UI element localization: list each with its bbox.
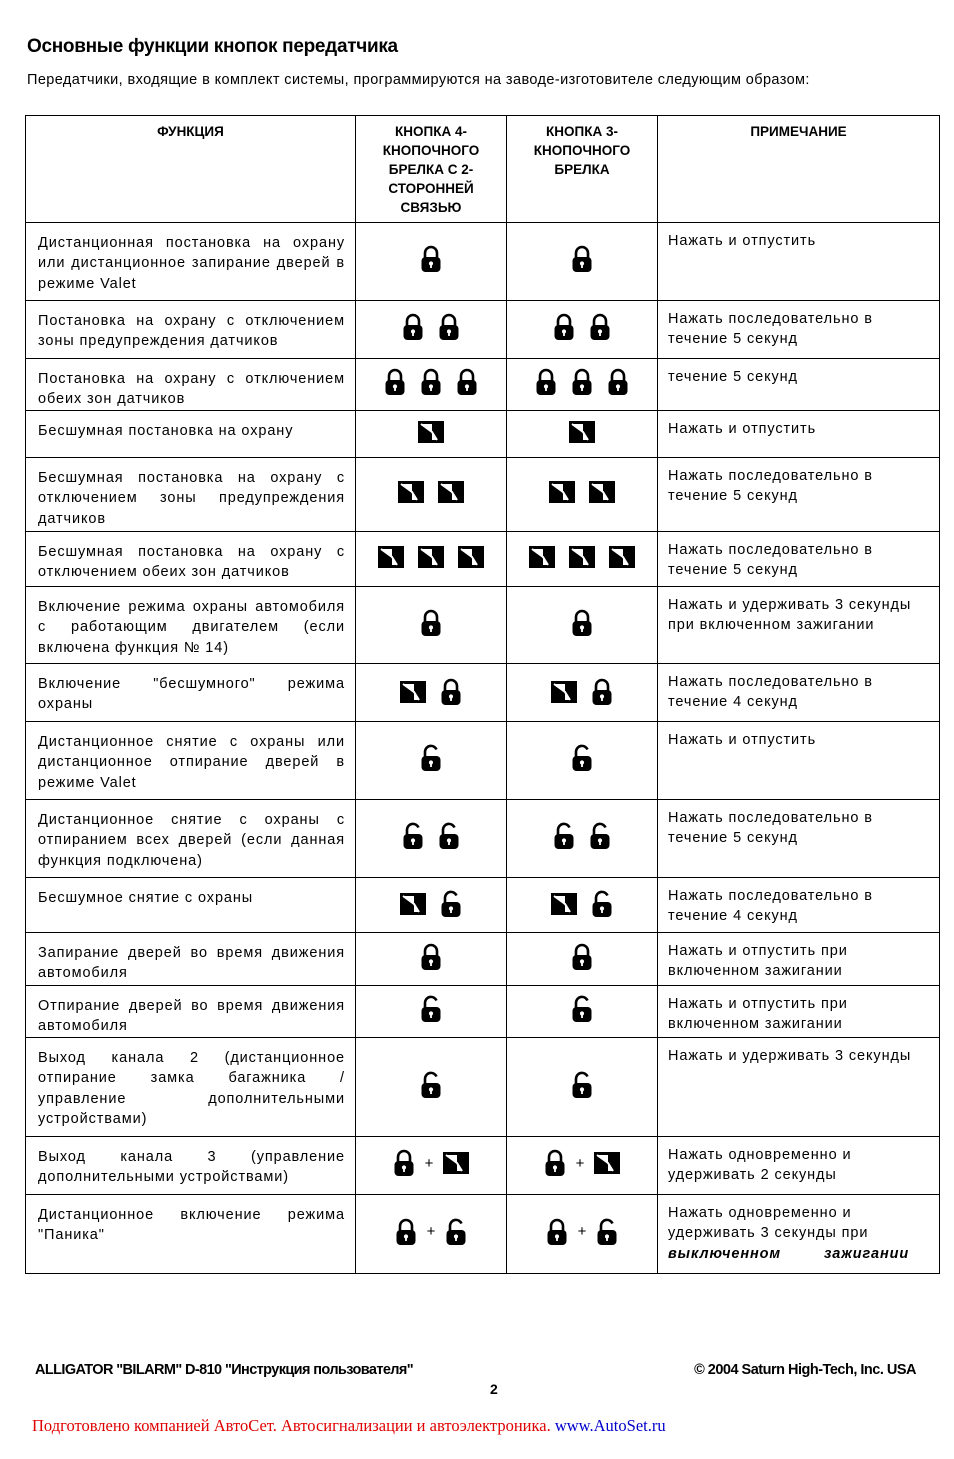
button4-cell (356, 933, 507, 986)
table-row (26, 458, 940, 532)
note-cell (658, 986, 940, 1038)
button3-cell (507, 722, 658, 800)
note-text: Нажать последовательно в течение 4 секунд (668, 888, 873, 925)
button4-cell (356, 800, 507, 878)
table-row (26, 587, 940, 664)
button4-icons (402, 822, 460, 850)
lock-icon (591, 678, 613, 706)
button4-icons (395, 1218, 468, 1246)
note-text: Нажать последовательно в течение 5 секунд (668, 542, 873, 579)
note-cell (658, 878, 940, 933)
lock-icon (544, 1149, 566, 1177)
function-cell: Бесшумная постановка на охрану с отключением обеих зон датчиков (26, 532, 356, 587)
note-text: Нажать и отпустить при включенном зажигании (668, 943, 848, 980)
lock-icon (420, 245, 442, 273)
note-cell (658, 1038, 940, 1137)
footer-manual-title: ALLIGATOR "BILARM" D-810 "Инструкция пользователя" (35, 1362, 414, 1378)
mute-icon (551, 893, 577, 915)
button3-icons (571, 1071, 593, 1099)
button3-cell (507, 933, 658, 986)
lock-icon (589, 313, 611, 341)
lock-icon (571, 245, 593, 273)
button3-cell (507, 664, 658, 722)
note-cell (658, 532, 940, 587)
button3-icons (535, 368, 629, 396)
note-cell (658, 223, 940, 301)
mute-icon (529, 546, 555, 568)
lock-icon (420, 943, 442, 971)
button3-cell (507, 1137, 658, 1195)
functions-table (25, 115, 940, 1274)
lock-icon (393, 1149, 415, 1177)
button3-cell (507, 1195, 658, 1274)
unlock-icon (420, 1071, 442, 1099)
unlock-icon (420, 744, 442, 772)
note-cell (658, 800, 940, 878)
button3-icons (529, 546, 635, 568)
button4-icons (378, 546, 484, 568)
note-text: Нажать и удерживать 3 секунды (668, 1048, 912, 1064)
function-cell: Отпирание дверей во время движения автомобиля (26, 986, 356, 1038)
button3-icons (569, 421, 595, 443)
button4-icons (420, 995, 442, 1023)
button4-cell (356, 587, 507, 664)
intro-paragraph: Передатчики, входящие в комплект системы, программируются на заводе-изготовителе следующим образом: (27, 72, 810, 88)
lock-icon (571, 368, 593, 396)
note-text: Нажать последовательно в течение 5 секунд (668, 468, 873, 505)
plus-sign: + (575, 1154, 585, 1172)
note-cell (658, 458, 940, 532)
function-cell: Постановка на охрану с отключением обеих зон датчиков (26, 359, 356, 411)
button4-icons (398, 481, 464, 503)
function-cell: Выход канала 3 (управление дополнительными устройствами) (26, 1137, 356, 1195)
button3-icons (544, 1149, 621, 1177)
button3-cell (507, 532, 658, 587)
button4-cell (356, 722, 507, 800)
button3-icons (571, 744, 593, 772)
button4-cell (356, 223, 507, 301)
mute-icon (458, 546, 484, 568)
unlock-icon (591, 890, 613, 918)
table-row (26, 301, 940, 359)
mute-icon (438, 481, 464, 503)
lock-icon (440, 678, 462, 706)
function-cell: Бесшумная постановка на охрану (26, 411, 356, 458)
page-number: 2 (490, 1381, 498, 1397)
lock-icon (420, 368, 442, 396)
function-cell: Включение режима охраны автомобиля с работающим двигателем (если включена функция № 14) (26, 587, 356, 664)
button4-icons (400, 678, 462, 706)
mute-icon (398, 481, 424, 503)
mute-icon (589, 481, 615, 503)
note-text: Нажать и удерживать 3 секунды при включенном зажигании (668, 597, 912, 634)
note-text: Нажать и отпустить (668, 421, 817, 437)
button3-icons (571, 943, 593, 971)
table-row (26, 1195, 940, 1274)
button4-cell (356, 664, 507, 722)
note-cell (658, 1195, 940, 1274)
table-row (26, 359, 940, 411)
button4-icons (418, 421, 444, 443)
plus-sign: + (424, 1154, 434, 1172)
button4-icons (393, 1149, 470, 1177)
button4-icons (420, 1071, 442, 1099)
mute-icon (418, 421, 444, 443)
table-header-row (26, 116, 940, 223)
button3-cell (507, 223, 658, 301)
lock-icon (395, 1218, 417, 1246)
button4-icons (420, 943, 442, 971)
credit-link[interactable]: www.AutoSet.ru (554, 1416, 666, 1435)
button4-cell (356, 532, 507, 587)
note-text: Нажать последовательно в течение 5 секунд (668, 311, 873, 348)
function-cell: Бесшумное снятие с охраны (26, 878, 356, 933)
unlock-icon (402, 822, 424, 850)
button3-cell (507, 1038, 658, 1137)
table-row (26, 664, 940, 722)
function-cell: Выход канала 2 (дистанционное отпирание замка багажника / управление дополнительными устройствами) (26, 1038, 356, 1137)
unlock-icon (553, 822, 575, 850)
button3-icons (553, 822, 611, 850)
note-text: течение 5 секунд (668, 369, 798, 385)
button3-icons (551, 678, 613, 706)
button4-cell (356, 1137, 507, 1195)
header-button-4: КНОПКА 4-КНОПОЧНОГО БРЕЛКА С 2-СТОРОННЕЙ СВЯЗЬЮ (356, 116, 507, 223)
table-row (26, 532, 940, 587)
note-cell (658, 664, 940, 722)
unlock-icon (420, 995, 442, 1023)
function-cell: Постановка на охрану с отключением зоны предупреждения датчиков (26, 301, 356, 359)
note-cell (658, 933, 940, 986)
button3-icons (553, 313, 611, 341)
button3-icons (571, 995, 593, 1023)
lock-icon (456, 368, 478, 396)
button4-icons (400, 890, 462, 918)
note-text: Нажать и отпустить (668, 233, 817, 249)
mute-icon (569, 421, 595, 443)
unlock-icon (440, 890, 462, 918)
footer-copyright: © 2004 Saturn High-Tech, Inc. USA (694, 1362, 916, 1378)
button4-cell (356, 411, 507, 458)
header-function: ФУНКЦИЯ (26, 116, 356, 223)
note-emphasis: выключенном зажигании (668, 1245, 910, 1262)
lock-icon (384, 368, 406, 396)
lock-icon (420, 609, 442, 637)
note-cell (658, 722, 940, 800)
unlock-icon (571, 995, 593, 1023)
button4-cell (356, 359, 507, 411)
button3-cell (507, 587, 658, 664)
button4-icons (420, 744, 442, 772)
button4-icons (420, 609, 442, 637)
note-text: Нажать последовательно в течение 4 секунд (668, 674, 873, 711)
button4-cell (356, 1195, 507, 1274)
note-cell (658, 411, 940, 458)
lock-icon (553, 313, 575, 341)
note-cell (658, 301, 940, 359)
note-cell (658, 1137, 940, 1195)
mute-icon (378, 546, 404, 568)
button3-cell (507, 986, 658, 1038)
note-text: Нажать и отпустить при включенном зажигании (668, 996, 848, 1033)
function-cell: Дистанционное включение режима "Паника" (26, 1195, 356, 1274)
table-row (26, 722, 940, 800)
unlock-icon (438, 822, 460, 850)
header-button-3: КНОПКА 3-КНОПОЧНОГО БРЕЛКА (507, 116, 658, 223)
button3-icons (546, 1218, 619, 1246)
mute-icon (594, 1152, 620, 1174)
unlock-icon (571, 744, 593, 772)
mute-icon (443, 1152, 469, 1174)
note-cell (658, 359, 940, 411)
lock-icon (571, 943, 593, 971)
button3-icons (551, 890, 613, 918)
lock-icon (402, 313, 424, 341)
unlock-icon (589, 822, 611, 850)
table-row (26, 800, 940, 878)
note-cell (658, 587, 940, 664)
unlock-icon (445, 1218, 467, 1246)
note-text: Нажать последовательно в течение 5 секунд (668, 810, 873, 847)
mute-icon (400, 893, 426, 915)
lock-icon (438, 313, 460, 341)
button4-cell (356, 1038, 507, 1137)
button4-cell (356, 878, 507, 933)
button3-cell (507, 359, 658, 411)
table-row (26, 986, 940, 1038)
mute-icon (551, 681, 577, 703)
button4-cell (356, 986, 507, 1038)
note-text: Нажать и отпустить (668, 732, 817, 748)
button4-cell (356, 458, 507, 532)
plus-sign: + (426, 1223, 436, 1240)
button3-icons (571, 245, 593, 273)
header-note: ПРИМЕЧАНИЕ (658, 116, 940, 223)
function-cell: Дистанционное снятие с охраны с отпиранием всех дверей (если данная функция подключена) (26, 800, 356, 878)
unlock-icon (596, 1218, 618, 1246)
lock-icon (607, 368, 629, 396)
button3-cell (507, 878, 658, 933)
credit-line (32, 1416, 666, 1436)
button3-cell (507, 301, 658, 359)
table-row (26, 223, 940, 301)
lock-icon (535, 368, 557, 396)
mute-icon (549, 481, 575, 503)
table-row (26, 878, 940, 933)
button3-cell (507, 458, 658, 532)
button3-icons (549, 481, 615, 503)
button4-icons (402, 313, 460, 341)
table-row (26, 1038, 940, 1137)
table-row (26, 933, 940, 986)
button4-icons (384, 368, 478, 396)
unlock-icon (571, 1071, 593, 1099)
mute-icon (400, 681, 426, 703)
note-text: Нажать одновременно и удерживать 2 секунды (668, 1147, 852, 1184)
button3-icons (571, 609, 593, 637)
table-row (26, 1137, 940, 1195)
function-cell: Бесшумная постановка на охрану с отключением зоны предупреждения датчиков (26, 458, 356, 532)
lock-icon (546, 1218, 568, 1246)
mute-icon (418, 546, 444, 568)
table-body (26, 223, 940, 1274)
button4-cell (356, 301, 507, 359)
button3-cell (507, 800, 658, 878)
function-cell: Дистанционное снятие с охраны или дистанционное отпирание дверей в режиме Valet (26, 722, 356, 800)
button4-icons (420, 245, 442, 273)
function-cell: Включение "бесшумного" режима охраны (26, 664, 356, 722)
note-text: Нажать одновременно и удерживать 3 секунды при (668, 1205, 869, 1242)
mute-icon (569, 546, 595, 568)
mute-icon (609, 546, 635, 568)
button3-cell (507, 411, 658, 458)
lock-icon (571, 609, 593, 637)
page-title: Основные функции кнопок передатчика (27, 36, 398, 57)
credit-text: Подготовлено компанией АвтоСет. Автосигнализации и автоэлектроника. (32, 1416, 551, 1435)
function-cell: Дистанционная постановка на охрану или дистанционное запирание дверей в режиме Valet (26, 223, 356, 301)
table-row (26, 411, 940, 458)
function-cell: Запирание дверей во время движения автомобиля (26, 933, 356, 986)
plus-sign: + (577, 1223, 587, 1240)
